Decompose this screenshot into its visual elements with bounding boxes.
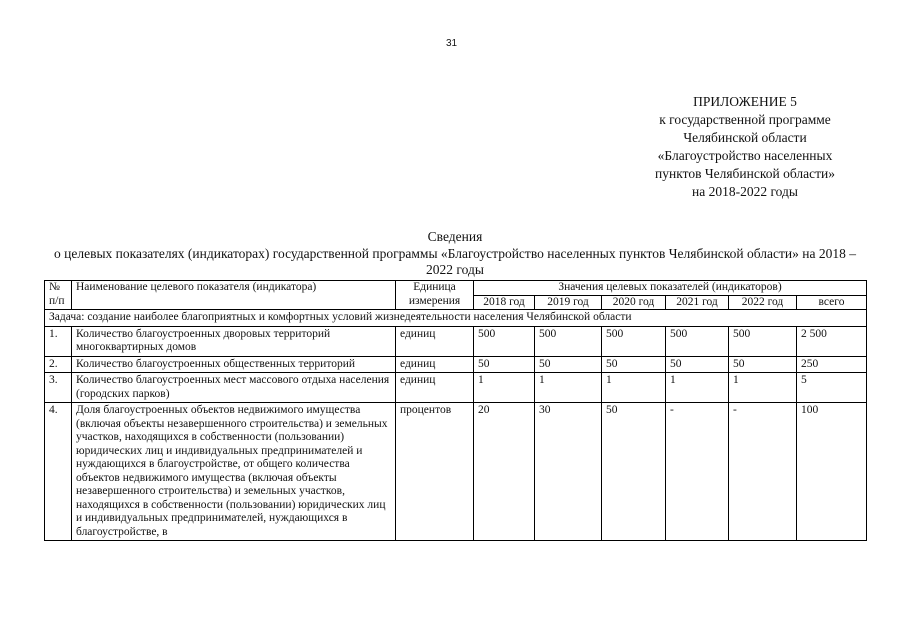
row-unit: единиц	[396, 373, 474, 403]
row-unit: единиц	[396, 326, 474, 356]
row-value: 50	[474, 356, 535, 373]
row-value: 30	[535, 403, 602, 541]
row-num: 4.	[45, 403, 72, 541]
task-text: Задача: создание наиболее благоприятных и комфортных условий жизнедеятельности населения Челябинской области	[45, 310, 867, 327]
row-num: 2.	[45, 356, 72, 373]
row-name: Количество благоустроенных мест массового отдыха населения (городских парков)	[72, 373, 396, 403]
row-total: 250	[797, 356, 867, 373]
row-value: 500	[729, 326, 797, 356]
appendix-line: Челябинской области	[683, 130, 807, 145]
header-row	[45, 281, 867, 296]
row-num: 1.	[45, 326, 72, 356]
header-values-group: Значения целевых показателей (индикаторов)	[474, 281, 867, 296]
header-total: всего	[797, 295, 867, 310]
row-value: 1	[729, 373, 797, 403]
row-total: 100	[797, 403, 867, 541]
document-heading	[40, 229, 870, 279]
header-year: 2022 год	[729, 295, 797, 310]
row-value: 500	[666, 326, 729, 356]
row-value: -	[729, 403, 797, 541]
header-num: № п/п	[45, 281, 72, 310]
header-year: 2020 год	[602, 295, 666, 310]
row-value: -	[666, 403, 729, 541]
table-row	[45, 373, 867, 403]
appendix-line: на 2018-2022 годы	[692, 184, 798, 199]
appendix-line: пунктов Челябинской области»	[655, 166, 835, 181]
appendix-block	[640, 93, 850, 201]
row-unit: процентов	[396, 403, 474, 541]
page-number: 31	[446, 38, 458, 49]
header-year: 2018 год	[474, 295, 535, 310]
appendix-line: «Благоустройство населенных	[657, 148, 833, 163]
header-unit: Единица измерения	[396, 281, 474, 310]
header-year: 2019 год	[535, 295, 602, 310]
heading-title: Сведения	[427, 229, 483, 244]
header-year: 2021 год	[666, 295, 729, 310]
row-total: 2 500	[797, 326, 867, 356]
row-value: 50	[535, 356, 602, 373]
table-row	[45, 326, 867, 356]
row-unit: единиц	[396, 356, 474, 373]
appendix-line: ПРИЛОЖЕНИЕ 5	[693, 94, 797, 109]
row-value: 500	[602, 326, 666, 356]
row-value: 1	[474, 373, 535, 403]
row-value: 1	[666, 373, 729, 403]
row-name: Доля благоустроенных объектов недвижимого имущества (включая объекты незавершенного строительства) и земельных участков, находящихся в собственности (пользовании) юридических лиц и индивидуальных предпринимателей и нуждающихся в благоустройстве, от общего количества объектов недвижимого имущества (включая объекты незавершенного строительства) и земельных участков, находящихся в собственности (пользовании) юридических лиц и индивидуальных предпринимателей, нуждающихся в благоустройстве, в	[72, 403, 396, 541]
row-value: 50	[729, 356, 797, 373]
row-value: 50	[602, 403, 666, 541]
row-value: 500	[474, 326, 535, 356]
header-name: Наименование целевого показателя (индикатора)	[72, 281, 396, 310]
table-row	[45, 403, 867, 541]
row-value: 50	[602, 356, 666, 373]
row-name: Количество благоустроенных общественных территорий	[72, 356, 396, 373]
row-value: 500	[535, 326, 602, 356]
row-value: 50	[666, 356, 729, 373]
row-total: 5	[797, 373, 867, 403]
row-value: 1	[602, 373, 666, 403]
indicators-table	[44, 280, 867, 541]
task-row	[45, 310, 867, 327]
heading-subtitle: о целевых показателях (индикаторах) государственной программы «Благоустройство населенных пунктов Челябинской области» на 2018 – 2022 годы	[54, 245, 856, 277]
row-value: 20	[474, 403, 535, 541]
row-value: 1	[535, 373, 602, 403]
row-num: 3.	[45, 373, 72, 403]
appendix-line: к государственной программе	[659, 112, 831, 127]
row-name: Количество благоустроенных дворовых территорий многоквартирных домов	[72, 326, 396, 356]
table-row	[45, 356, 867, 373]
